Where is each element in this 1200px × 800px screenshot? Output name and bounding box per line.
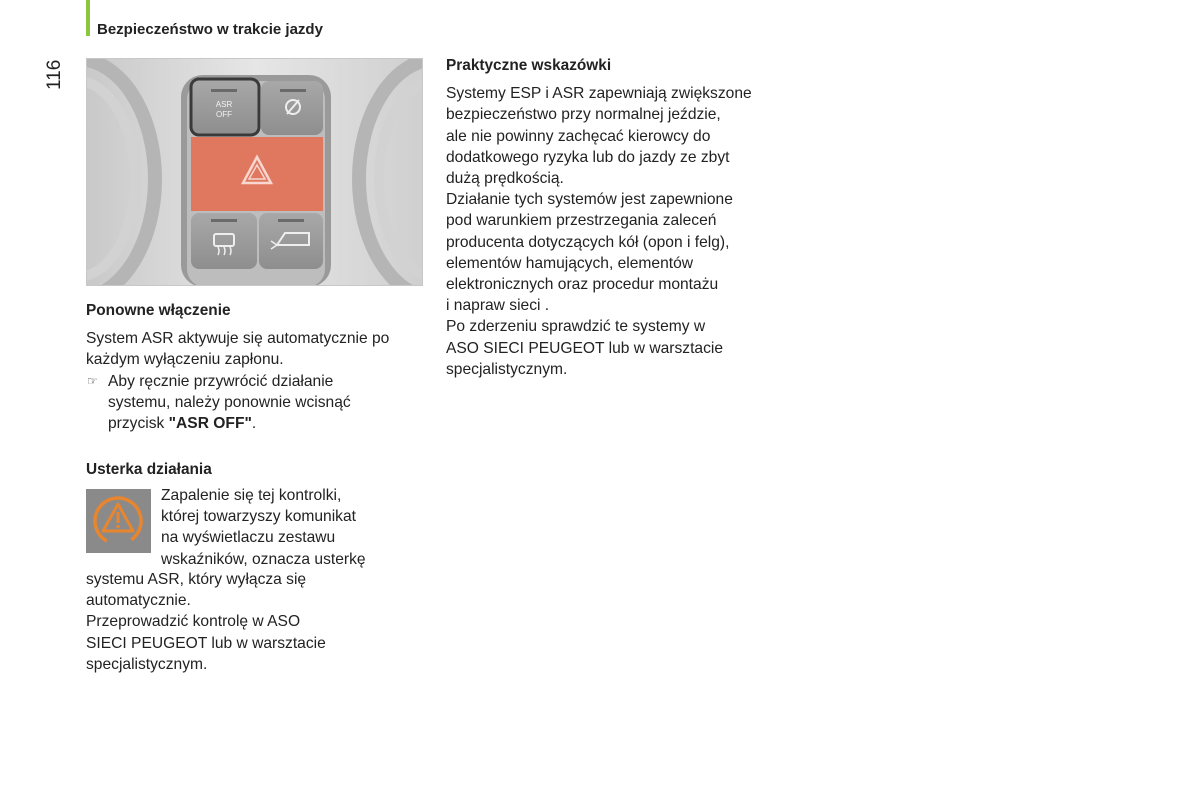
fault-line: SIECI PEUGEOT lub w warsztacie	[86, 634, 326, 652]
tips-line: ASO SIECI PEUGEOT lub w warsztacie	[446, 339, 724, 357]
warning-triangle-icon	[86, 489, 151, 553]
fault-line: specjalistycznym.	[86, 655, 208, 673]
fault-line: systemu ASR, który wyłącza się	[86, 571, 307, 588]
asr-label: ASR	[215, 100, 233, 109]
bullet-line: systemu, należy ponownie wcisnąć	[108, 393, 351, 411]
tips-line: ale nie powinny zachęcać kierowcy do	[446, 127, 711, 145]
fault-heading: Usterka działania	[86, 461, 212, 478]
left-column	[86, 300, 426, 434]
tips-line: dodatkowego ryzyka lub do jazdy ze zbyt	[446, 148, 730, 166]
tips-line: specjalistycznym.	[446, 360, 568, 378]
reactivation-heading: Ponowne włączenie	[86, 302, 231, 319]
reactivation-line: każdym wyłączeniu zapłonu.	[86, 351, 284, 369]
asr-off-emphasis: "ASR OFF"	[168, 415, 252, 433]
bullet-text: .	[251, 415, 257, 433]
bullet-line: Aby ręcznie przywrócić działanie	[108, 372, 334, 390]
hazard-button	[191, 137, 323, 211]
tips-line: Systemy ESP i ASR zapewniają zwiększone	[446, 85, 752, 103]
tips-heading: Praktyczne wskazówki	[446, 57, 612, 74]
bullet-line	[108, 413, 426, 434]
off-label: OFF	[216, 110, 232, 119]
fault-continued-text	[86, 569, 426, 675]
tips-line: elektronicznych oraz procedur montażu	[446, 276, 719, 294]
fault-line: wskaźników, oznacza usterkę	[161, 550, 366, 568]
tips-line: pod warunkiem przestrzegania zaleceń	[446, 212, 717, 230]
dashboard-buttons-figure	[86, 58, 423, 286]
tips-line: bezpieczeństwo przy normalnej jeździe,	[446, 106, 721, 124]
fault-section	[86, 459, 426, 480]
fault-line: której towarzyszy komunikat	[161, 508, 356, 526]
tips-line: producenta dotyczących kół (opon i felg),	[446, 233, 730, 251]
reactivation-line: System ASR aktywuje się automatycznie po	[86, 330, 390, 348]
section-title: Bezpieczeństwo w trakcie jazdy	[97, 21, 323, 38]
tips-line: dużą prędkością.	[446, 170, 564, 188]
tips-line: elementów hamujących, elementów	[446, 254, 694, 272]
section-accent-bar	[86, 0, 90, 36]
right-column	[446, 55, 806, 380]
tips-line: i napraw sieci .	[446, 297, 550, 315]
fault-beside-icon-text	[161, 485, 426, 570]
tips-line: Działanie tych systemów jest zapewnione	[446, 191, 733, 209]
pointing-hand-icon: ☞	[87, 373, 98, 388]
bullet-item	[86, 371, 426, 435]
fault-line: na wyświetlaczu zestawu	[161, 529, 336, 547]
tips-line: Po zderzeniu sprawdzić te systemy w	[446, 318, 706, 336]
fault-line: Zapalenie się tej kontrolki,	[161, 487, 342, 504]
fault-line: automatycznie.	[86, 592, 191, 610]
bullet-text: przycisk	[108, 415, 169, 433]
page-number: 116	[44, 59, 65, 90]
fault-line: Przeprowadzić kontrolę w ASO	[86, 613, 301, 631]
